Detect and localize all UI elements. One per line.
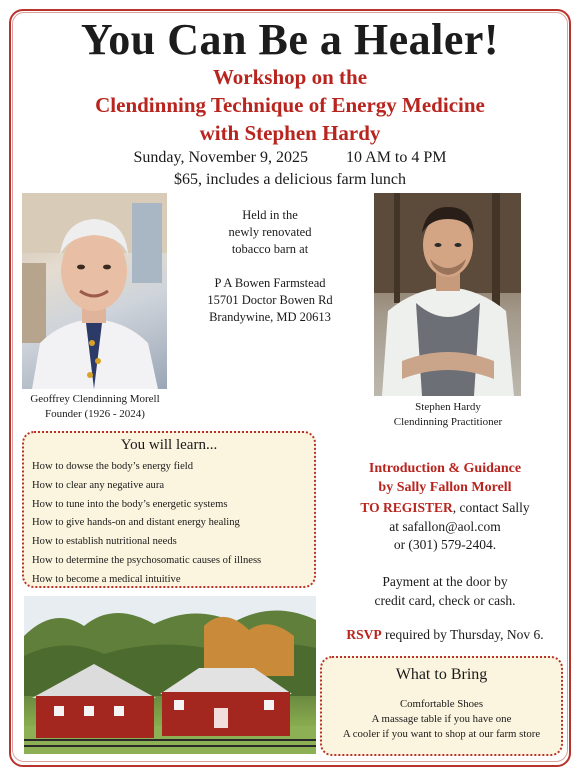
venue-block <box>188 207 352 326</box>
learn-box <box>22 431 316 588</box>
register-block <box>330 499 560 555</box>
payment-line-1: Payment at the door by <box>382 574 508 589</box>
event-dateline <box>0 148 580 168</box>
venue-intro-3: tobacco barn at <box>231 242 309 256</box>
stephen-caption <box>372 400 524 430</box>
flyer-title: You Can Be a Healer! <box>80 15 500 64</box>
barn-illustration <box>24 596 316 754</box>
event-date: Sunday, November 9, 2025 <box>133 149 309 166</box>
geoffrey-role: Founder (1926 - 2024) <box>45 408 145 420</box>
learn-item: How to dowse the body’s energy field <box>32 461 194 472</box>
learn-item: How to tune into the body’s energetic systems <box>32 498 228 510</box>
geoffrey-portrait-illustration <box>22 193 167 389</box>
venue-street: 15701 Doctor Bowen Rd <box>207 293 333 307</box>
intro-line-1: Introduction & Guidance <box>368 461 522 476</box>
learn-list <box>32 458 314 590</box>
geoffrey-name: Geoffrey Clendinning Morell <box>30 393 160 405</box>
bring-item: A massage table if you have one <box>371 713 512 725</box>
register-phone: or (301) 579-2404. <box>393 537 497 552</box>
bring-list <box>322 697 561 742</box>
presenter-subtitle: with Stephen Hardy <box>199 121 381 145</box>
venue-intro-1: Held in the <box>242 208 298 222</box>
learn-item: How to determine the psychosomatic causes of illness <box>32 554 262 566</box>
stephen-photo <box>374 193 521 396</box>
register-label: TO REGISTER <box>360 500 453 515</box>
event-price: $65, includes a delicious farm lunch <box>174 171 406 188</box>
learn-item: How to give hands-on and distant energy healing <box>32 517 240 529</box>
register-contact: , contact Sally <box>452 500 530 515</box>
workshop-subtitle: Workshop on the <box>212 65 368 89</box>
bring-box <box>320 656 563 756</box>
stephen-name: Stephen Hardy <box>415 401 481 413</box>
geoffrey-photo <box>22 193 167 389</box>
intro-line-2: by Sally Fallon Morell <box>378 480 512 495</box>
venue-name: P A Bowen Farmstead <box>214 276 326 290</box>
stephen-portrait-illustration <box>374 193 521 396</box>
payment-line-2: credit card, check or cash. <box>374 592 516 608</box>
intro-block <box>330 459 560 497</box>
bring-title: What to Bring <box>395 666 488 683</box>
barn-photo <box>24 596 316 754</box>
rsvp-label: RSVP <box>346 627 382 642</box>
learn-item: How to clear any negative aura <box>32 479 165 491</box>
technique-subtitle: Clendinning Technique of Energy Medicine <box>95 93 485 117</box>
learn-item: How to establish nutritional needs <box>32 536 177 548</box>
payment-block <box>330 573 560 610</box>
bring-item: A cooler if you want to shop at our farm store <box>342 728 541 740</box>
register-email: at safallon@aol.com <box>389 518 501 534</box>
venue-city: Brandywine, MD 20613 <box>209 310 331 324</box>
rsvp-deadline: required by Thursday, Nov 6. <box>381 627 544 642</box>
bring-item: Comfortable Shoes <box>399 698 484 710</box>
stephen-role: Clendinning Practitioner <box>393 416 503 428</box>
rsvp-block <box>330 626 560 645</box>
learn-item: How to become a medical intuitive <box>32 573 181 585</box>
learn-title: You will learn... <box>120 437 218 453</box>
geoffrey-caption <box>15 392 175 422</box>
venue-intro-2: newly renovated <box>228 225 312 239</box>
event-time: 10 AM to 4 PM <box>346 149 447 166</box>
